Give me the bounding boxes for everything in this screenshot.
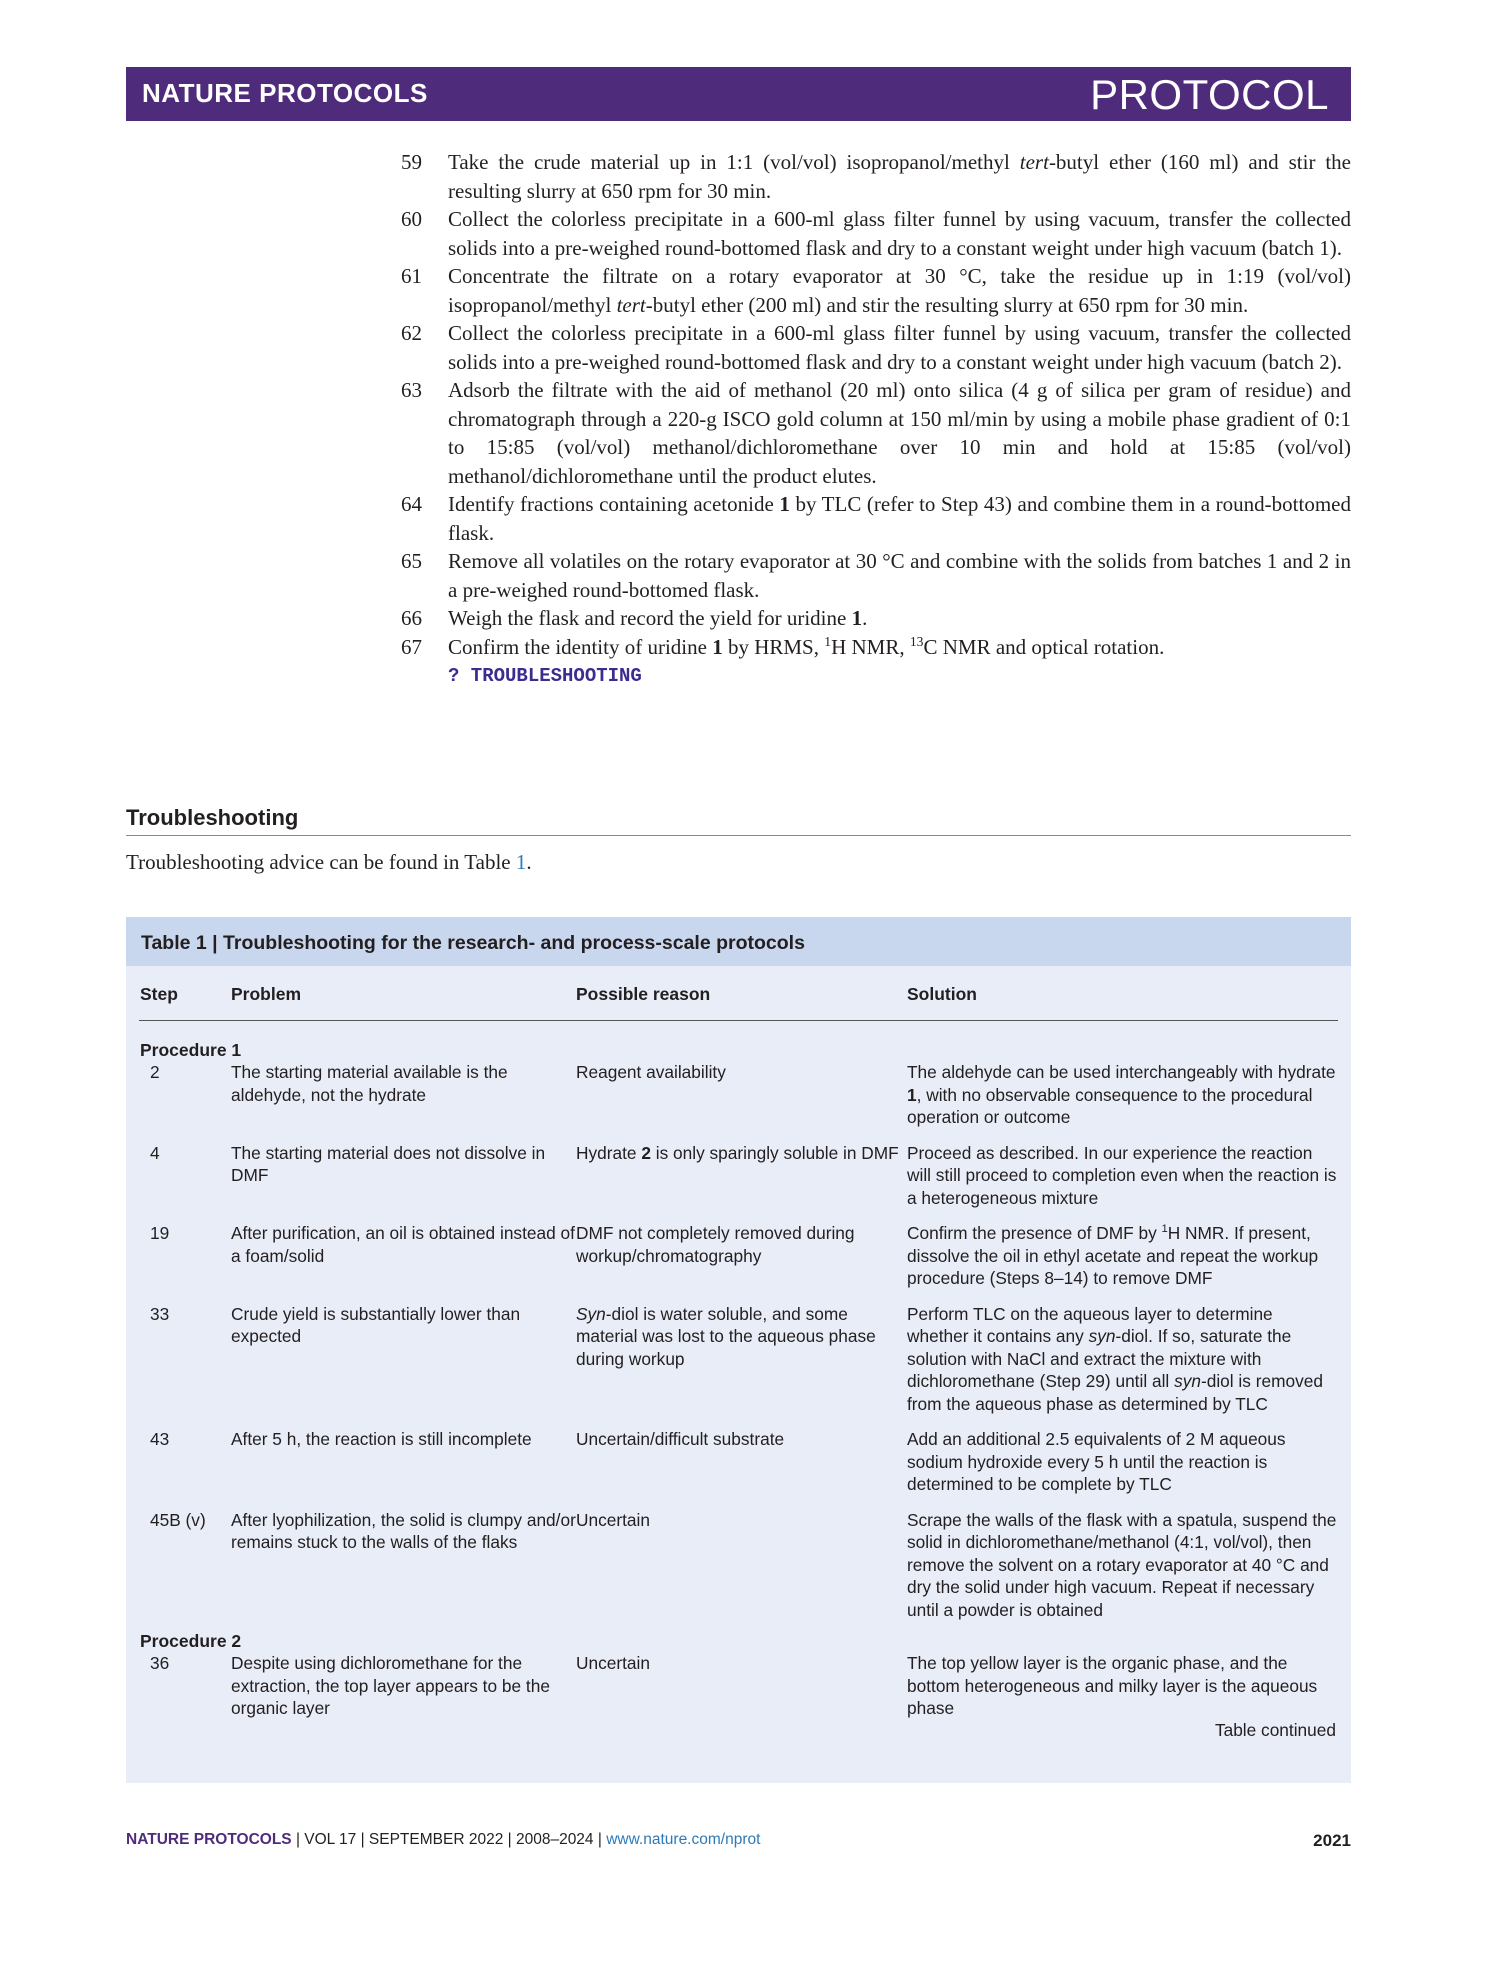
section-heading: Troubleshooting (126, 805, 1351, 836)
step-text: Concentrate the filtrate on a rotary evaporator at 30 °C, take the residue up in 1:19 (vol/vol) isopropanol/methyl tert-butyl ether (200 ml) and stir the resulting slurry at 650 rpm for 30 min. (448, 264, 1351, 317)
cell-step: 43 (150, 1429, 170, 1449)
step-number: 63 (401, 378, 422, 402)
table-row (139, 1222, 1338, 1290)
journal-header-bar (126, 67, 1351, 121)
cell-problem: Crude yield is substantially lower than expected (231, 1303, 521, 1346)
procedure-step (399, 490, 1351, 547)
table-row (139, 1303, 1338, 1416)
table-row (139, 1428, 1338, 1496)
footer-volume: VOL 17 (304, 1831, 357, 1848)
step-number: 67 (401, 634, 422, 659)
cell-solution: Confirm the presence of DMF by $^1$H NMR. If present, dissolve the oil in ethyl acetate and repeat the workup procedure (Steps 8–14) to remove DMF (907, 1223, 1319, 1288)
step-number: 62 (401, 321, 422, 345)
table-reference-link[interactable]: 1 (515, 850, 527, 874)
step-text: Take the crude material up in 1:1 (vol/vol) isopropanol/methyl tert-butyl ether (160 ml) and stir the resulting slurry at 650 rpm for 30 min. (448, 150, 1351, 203)
table-row (139, 1509, 1338, 1622)
step-text: Weigh the flask and record the yield for uridine 1. (448, 606, 868, 630)
step-number: 64 (401, 492, 422, 516)
table-row (139, 1652, 1338, 1720)
cell-step: 36 (150, 1653, 170, 1673)
table-row (139, 1142, 1338, 1210)
cell-solution: The aldehyde can be used interchangeably with hydrate 1, with no observable consequence to the procedural operation or outcome (907, 1062, 1336, 1127)
procedure-group-label: Procedure 2 (140, 1631, 242, 1651)
column-header-reason: Possible reason (576, 984, 711, 1004)
page-number: 2021 (1313, 1831, 1351, 1850)
cell-step: 33 (150, 1303, 170, 1324)
cell-problem: The starting material available is the aldehyde, not the hydrate (231, 1062, 508, 1105)
column-header-step: Step (140, 984, 178, 1004)
step-text: Confirm the identity of uridine 1 by HRMS, $^1$H NMR, $^{13}$C NMR and optical rotation. ? TROUBLESHOOTING (448, 633, 1351, 691)
procedure-steps (399, 148, 1351, 691)
cell-step: 2 (150, 1062, 160, 1082)
cell-reason: Uncertain/difficult substrate (576, 1429, 785, 1449)
step-number: 59 (401, 150, 422, 174)
cell-problem: After lyophilization, the solid is clumpy and/or remains stuck to the walls of the flaks (231, 1509, 576, 1552)
step-text: Collect the colorless precipitate in a 600-ml glass filter funnel by using vacuum, transfer the collected solids into a pre-weighed round-bottomed flask and dry to a constant weight under high vacuum (batch 1). (448, 207, 1351, 260)
cell-solution: Proceed as described. In our experience the reaction will still proceed to completion even when the reaction is a heterogeneous mixture (907, 1142, 1337, 1208)
step-number: 60 (401, 207, 422, 231)
cell-reason: DMF not completely removed during workup/chromatography (576, 1223, 855, 1266)
cell-reason: Syn-diol is water soluble, and some material was lost to the aqueous phase during workup (576, 1303, 876, 1369)
cell-problem: After 5 h, the reaction is still incomplete (231, 1429, 532, 1449)
troubleshooting-table (126, 917, 1351, 1783)
cell-step: 45B (v) (150, 1509, 206, 1530)
procedure-step (399, 376, 1351, 490)
procedure-step (399, 604, 1351, 633)
cell-step: 4 (150, 1142, 160, 1163)
step-number: 65 (401, 549, 422, 573)
table-header-row (139, 966, 1338, 1021)
step-text: Collect the colorless precipitate in a 600-ml glass filter funnel by using vacuum, transfer the collected solids into a pre-weighed round-bottomed flask and dry to a constant weight under high vacuum (batch 2). (448, 321, 1351, 374)
step-text: Identify fractions containing acetonide 1 by TLC (refer to Step 43) and combine them in a round-bottomed flask. (448, 492, 1351, 545)
procedure-step (399, 633, 1351, 691)
page-footer: NATURE PROTOCOLS | VOL 17 | SEPTEMBER 2022 | 2008–2024 | www.nature.com/nprot 2021 (126, 1831, 1351, 1850)
table-continued-note: Table continued (1214, 1719, 1336, 1740)
table-title-text: Troubleshooting for the research- and process-scale protocols (223, 932, 805, 954)
footer-url[interactable]: www.nature.com/nprot (606, 1831, 761, 1848)
table-row (139, 1061, 1338, 1129)
procedure-step (399, 262, 1351, 319)
cell-reason: Reagent availability (576, 1062, 726, 1082)
cell-step: 19 (150, 1223, 170, 1243)
table-body (139, 1039, 1338, 1720)
cell-problem: The starting material does not dissolve in DMF (231, 1142, 546, 1185)
section-text-before: Troubleshooting advice can be found in Table (126, 850, 516, 874)
footer-date: SEPTEMBER 2022 (368, 1831, 504, 1848)
step-number: 66 (401, 606, 422, 630)
table-label: Table 1 | (141, 932, 218, 954)
table-title (126, 917, 1351, 966)
section-text-after: . (526, 850, 532, 874)
cell-solution: The top yellow layer is the organic phase, and the bottom heterogeneous and milky layer is the aqueous phase (907, 1653, 1318, 1718)
step-text: Adsorb the filtrate with the aid of methanol (20 ml) onto silica (4 g of silica per gram of residue) and chromatograph through a 220-g ISCO gold column at 150 ml/min by using a mobile phase gradient of 0:1 to 15:85 (vol/vol) methanol/dichloromethane over 10 min and hold at 15:85 (vol/vol) methanol/dichloromethane until the product elutes. (448, 378, 1351, 488)
column-header-problem: Problem (231, 984, 302, 1004)
procedure-step (399, 148, 1351, 205)
cell-solution: Scrape the walls of the flask with a spatula, suspend the solid in dichloromethane/methanol (4:1, vol/vol), then remove the solvent on a rotary evaporator at 40 °C and dry the solid under high vacuum. Repeat if necessary until a powder is obtained (907, 1509, 1337, 1620)
journal-name: NATURE PROTOCOLS (142, 78, 428, 108)
procedure-step (399, 319, 1351, 376)
procedure-step (399, 547, 1351, 604)
footer-journal: NATURE PROTOCOLS (126, 1831, 292, 1848)
procedure-step (399, 205, 1351, 262)
footer-pages: 2008–2024 (515, 1831, 594, 1848)
cell-reason: Uncertain (576, 1653, 650, 1673)
cell-problem: After purification, an oil is obtained instead of a foam/solid (231, 1223, 575, 1266)
cell-solution: Perform TLC on the aqueous layer to determine whether it contains any syn-diol. If so, saturate the solution with NaCl and extract the mixture with dichloromethane (Step 29) until all syn-diol is removed from the aqueous phase as determined by TLC (907, 1303, 1323, 1414)
step-number: 61 (401, 264, 422, 288)
troubleshooting-link[interactable]: ? TROUBLESHOOTING (448, 665, 642, 687)
step-text: Remove all volatiles on the rotary evaporator at 30 °C and combine with the solids from batches 1 and 2 in a pre-weighed round-bottomed flask. (448, 549, 1351, 602)
cell-problem: Despite using dichloromethane for the extraction, the top layer appears to be the organic layer (231, 1653, 550, 1718)
cell-reason: Uncertain (576, 1509, 650, 1530)
section-text (126, 850, 532, 875)
article-type: PROTOCOL (1090, 71, 1329, 118)
cell-solution: Add an additional 2.5 equivalents of 2 M aqueous sodium hydroxide every 5 h until the reaction is determined to be complete by TLC (907, 1429, 1286, 1494)
procedure-group-label: Procedure 1 (140, 1040, 242, 1060)
column-header-solution: Solution (907, 984, 977, 1004)
cell-reason: Hydrate 2 is only sparingly soluble in DMF (576, 1142, 899, 1163)
